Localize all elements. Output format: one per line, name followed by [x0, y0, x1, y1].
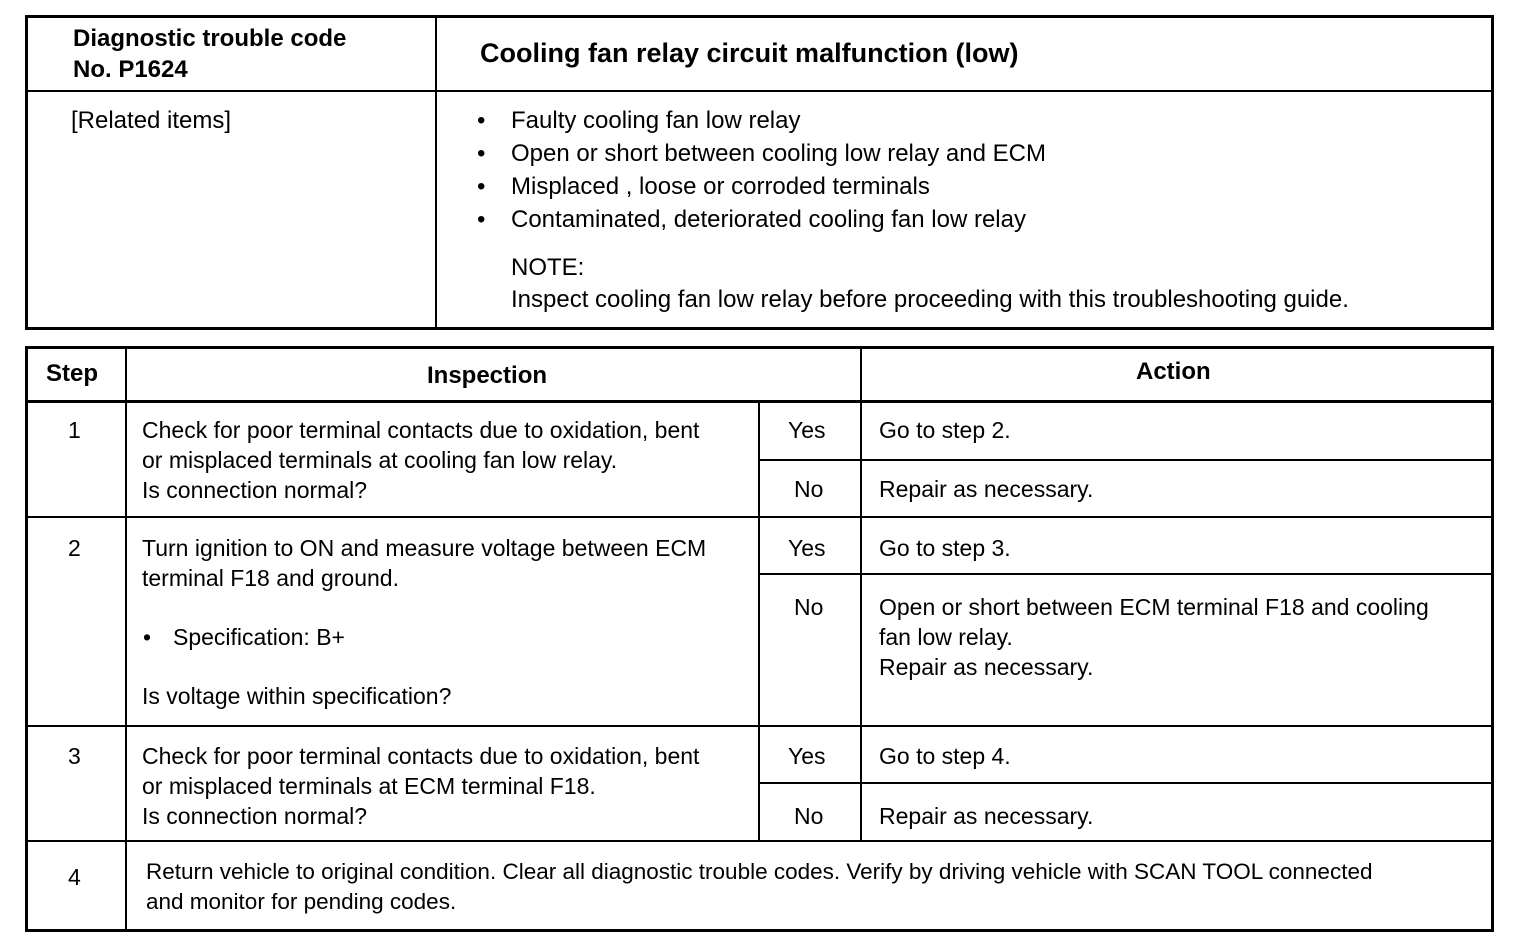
border	[26, 929, 1494, 932]
bullet-icon: •	[477, 206, 486, 233]
border	[1491, 346, 1494, 932]
related-items-label: [Related items]	[71, 107, 232, 134]
final-step-text: Return vehicle to original condition. Clear all diagnostic trouble codes. Verify by driving vehicle with SCAN TOOL connected and monitor for pending codes.	[146, 859, 1373, 914]
border	[435, 15, 437, 330]
border	[26, 725, 1494, 727]
inspection-text: Turn ignition to ON and measure voltage between ECM terminal F18 and ground.	[142, 535, 707, 591]
dtc-code-label: Diagnostic trouble code	[73, 25, 347, 52]
yes-action: Go to step 3.	[879, 535, 1011, 561]
spec-bullet-icon: •	[143, 624, 152, 650]
no-action: Repair as necessary.	[879, 803, 1094, 829]
no-label: No	[794, 594, 824, 620]
border	[125, 346, 127, 932]
inspection-question: Is voltage within specification?	[142, 683, 452, 709]
border	[758, 402, 760, 842]
note-label: NOTE:	[511, 254, 585, 281]
bullet-icon: •	[477, 107, 486, 134]
bullet-icon: •	[477, 173, 486, 200]
border	[759, 573, 1494, 575]
border	[26, 516, 1494, 518]
border	[26, 346, 1494, 349]
border	[26, 90, 1494, 92]
col-header-action: Action	[1136, 358, 1211, 385]
dtc-title: Cooling fan relay circuit malfunction (low)	[480, 38, 1019, 68]
col-header-step: Step	[46, 360, 99, 387]
step-number: 4	[68, 864, 81, 890]
bullet-icon: •	[477, 140, 486, 167]
border	[759, 459, 1494, 461]
no-action: Open or short between ECM terminal F18 and cooling fan low relay. Repair as necessary.	[879, 594, 1429, 680]
step-number: 1	[68, 417, 81, 443]
border	[26, 327, 1494, 330]
border	[25, 15, 28, 330]
spec-bullet-text: Specification: B+	[173, 624, 345, 650]
inspection-text: Check for poor terminal contacts due to oxidation, bent or misplaced terminals at cooling fan low relay. Is connection normal?	[142, 417, 700, 503]
yes-label: Yes	[788, 417, 826, 443]
yes-action: Go to step 4.	[879, 743, 1011, 769]
note-text: Inspect cooling fan low relay before proceeding with this troubleshooting guide.	[511, 286, 1349, 313]
col-header-inspection: Inspection	[427, 362, 548, 389]
list-item: • Contaminated, deteriorated cooling fan low relay	[477, 203, 1046, 236]
no-action: Repair as necessary.	[879, 476, 1094, 502]
no-label: No	[794, 803, 824, 829]
yes-label: Yes	[788, 535, 826, 561]
dtc-code-number: No. P1624	[73, 56, 188, 83]
border	[759, 782, 1494, 784]
related-items-list	[477, 104, 1046, 236]
yes-label: Yes	[788, 743, 826, 769]
list-item: • Misplaced , loose or corroded terminals	[477, 170, 1046, 203]
border	[26, 400, 1494, 403]
inspection-text: Check for poor terminal contacts due to oxidation, bent or misplaced terminals at ECM terminal F18. Is connection normal?	[142, 743, 700, 829]
border	[860, 346, 862, 842]
border	[25, 346, 28, 932]
step-number: 2	[68, 535, 81, 561]
yes-action: Go to step 2.	[879, 417, 1011, 443]
no-label: No	[794, 476, 824, 502]
step-number: 3	[68, 743, 81, 769]
list-item: • Faulty cooling fan low relay	[477, 104, 1046, 137]
list-item: • Open or short between cooling low relay and ECM	[477, 137, 1046, 170]
border	[26, 15, 1494, 18]
border	[1491, 15, 1494, 330]
border	[26, 840, 1494, 842]
